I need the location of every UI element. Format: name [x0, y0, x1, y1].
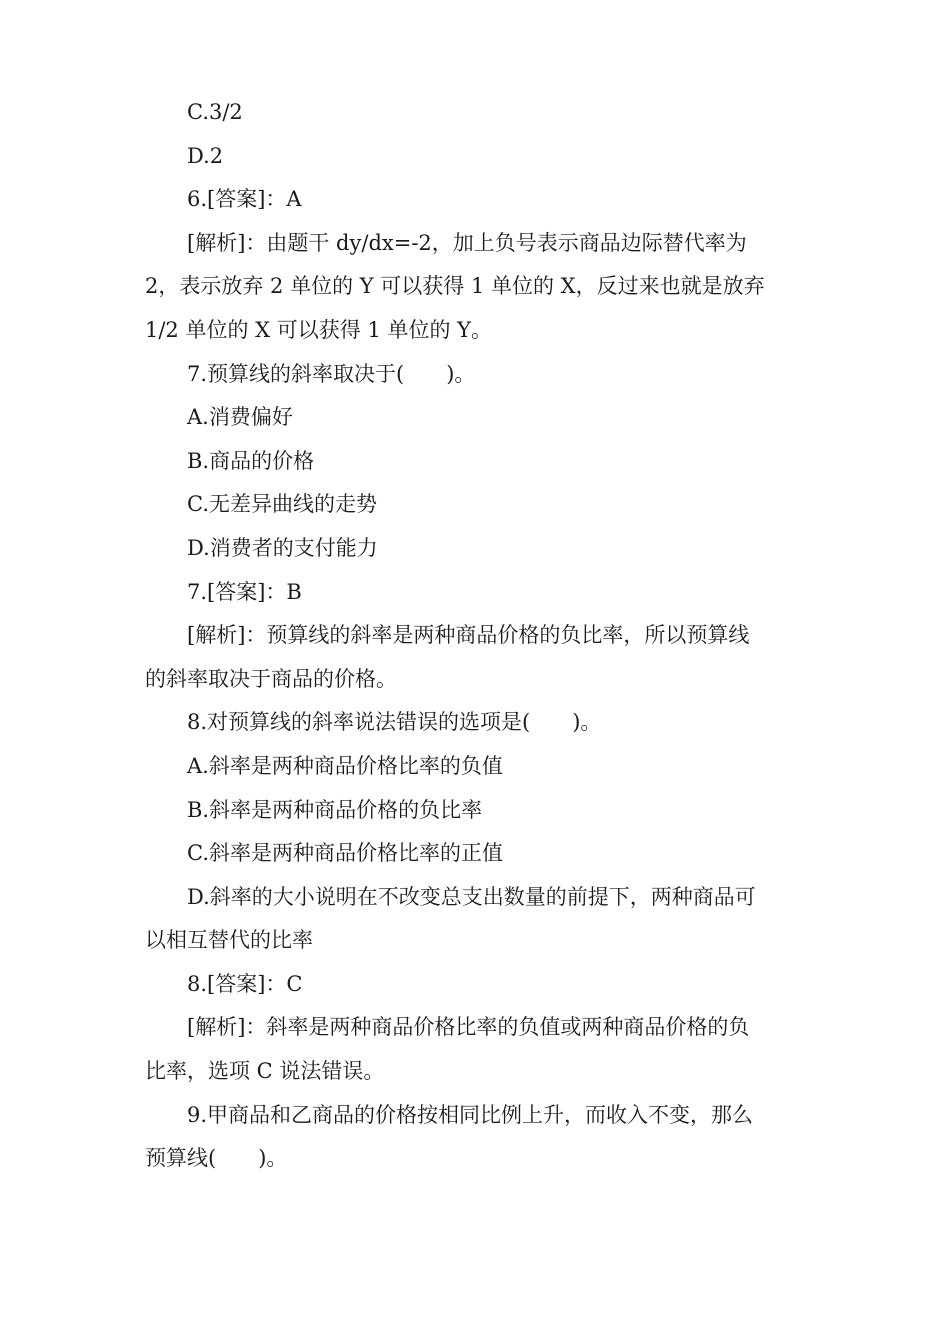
text-line: 2，表示放弃 2 单位的 Y 可以获得 1 单位的 X，反过来也就是放弃 [145, 274, 765, 299]
text-line: [解析]：斜率是两种商品价格比率的负值或两种商品价格的负 [187, 1015, 750, 1040]
text-line: D.2 [187, 143, 224, 168]
text-line: 预算线( )。 [145, 1146, 288, 1171]
text-line: 7.[答案]：B [187, 579, 302, 604]
text-line: D.斜率的大小说明在不改变总支出数量的前提下，两种商品可 [187, 884, 756, 909]
text-line: 8.[答案]：C [187, 971, 303, 996]
text-line: [解析]：预算线的斜率是两种商品价格的负比率，所以预算线 [187, 623, 750, 648]
text-line: C.无差异曲线的走势 [187, 492, 377, 517]
text-line: B.斜率是两种商品价格的负比率 [187, 797, 483, 822]
text-line: C.斜率是两种商品价格比率的正值 [187, 841, 503, 866]
text-line: A.斜率是两种商品价格比率的负值 [187, 753, 503, 778]
text-line: A.消费偏好 [187, 405, 293, 430]
text-line: C.3/2 [187, 100, 243, 124]
text-line: B.商品的价格 [187, 448, 315, 473]
text-line: [解析]：由题干 dy/dx=-2，加上负号表示商品边际替代率为 [187, 230, 747, 255]
document-body [145, 91, 795, 1181]
text-line: 的斜率取决于商品的价格。 [145, 666, 397, 691]
text-line: 7.预算线的斜率取决于( )。 [187, 361, 476, 386]
text-line: 8.对预算线的斜率说法错误的选项是( )。 [187, 710, 602, 735]
text-line: 以相互替代的比率 [145, 928, 313, 953]
text-line: 1/2 单位的 X 可以获得 1 单位的 Y。 [145, 317, 493, 342]
text-line: D.消费者的支付能力 [187, 535, 378, 560]
text-line: 6.[答案]：A [187, 187, 302, 212]
text-line: 比率，选项 C 说法错误。 [145, 1059, 385, 1084]
text-line: 9.甲商品和乙商品的价格按相同比例上升，而收入不变，那么 [187, 1102, 754, 1127]
